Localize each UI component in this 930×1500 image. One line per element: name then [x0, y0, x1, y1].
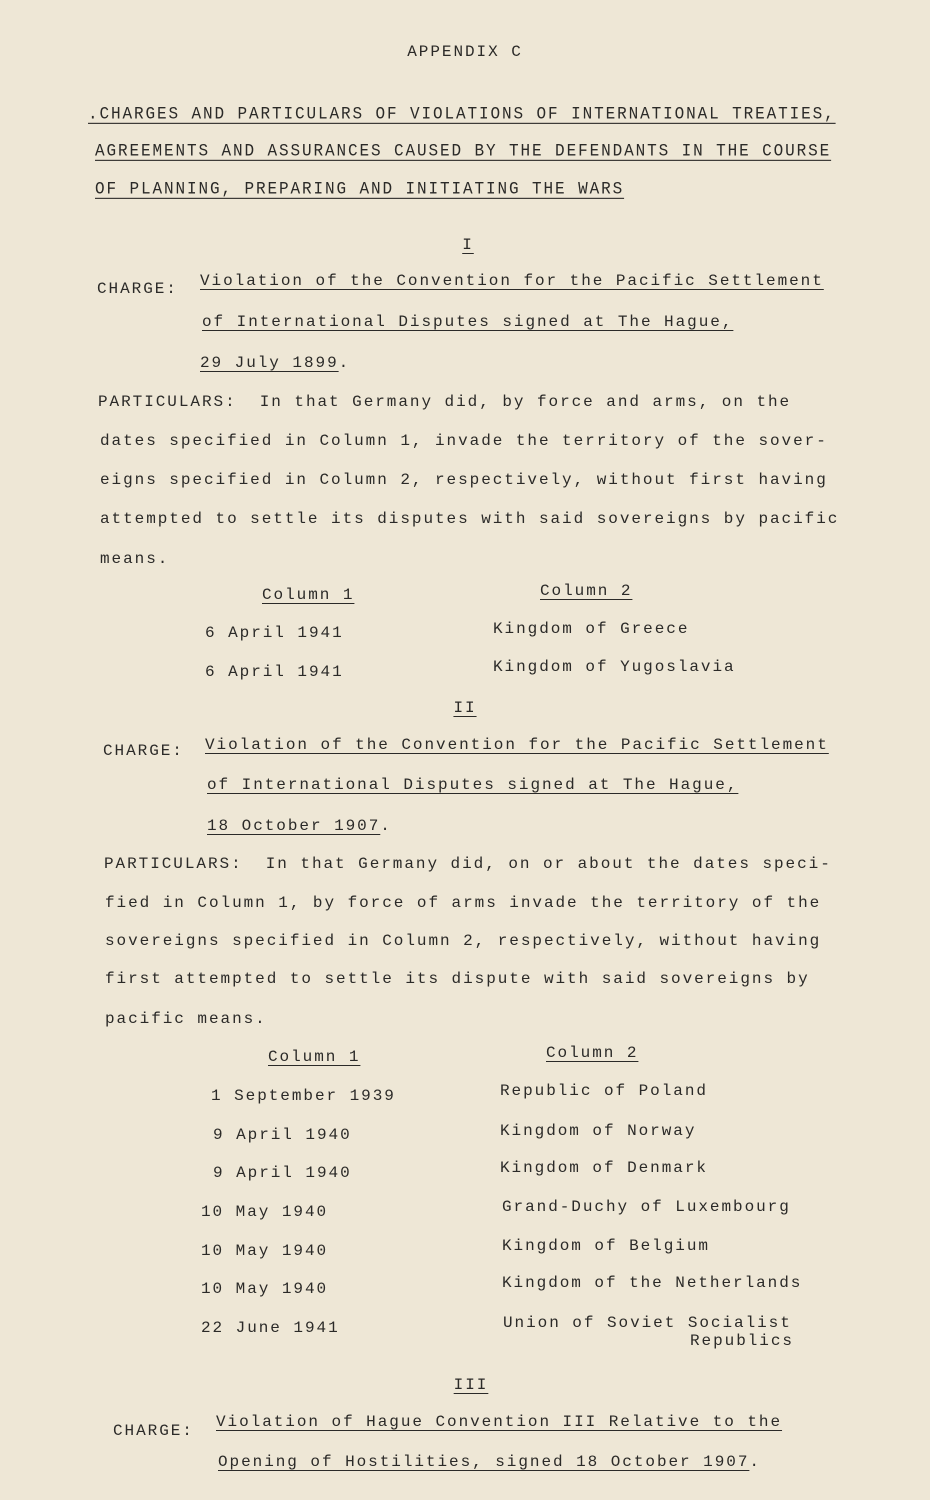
table-row-date: 10 May 1940 [201, 1280, 329, 1298]
charge-text: of International Disputes signed at The Hague, [202, 313, 734, 331]
table-row-date: 10 May 1940 [201, 1203, 329, 1221]
table-row-sovereign: Kingdom of Belgium [502, 1237, 710, 1255]
column-2-header: Column 2 [540, 582, 633, 600]
particulars-label: PARTICULARS: [104, 855, 243, 873]
table-row-sovereign-continued: Republics [690, 1332, 794, 1350]
document-title-line: OF PLANNING, PREPARING AND INITIATING THE WARS [95, 179, 625, 199]
table-row-sovereign: Kingdom of Denmark [500, 1159, 708, 1177]
particulars-line: eigns specified in Column 2, respectively, without first having [100, 471, 828, 489]
table-row-sovereign: Kingdom of Yugoslavia [493, 658, 736, 676]
column-1-header: Column 1 [268, 1048, 361, 1066]
charge-label: CHARGE: [103, 742, 184, 760]
charge-label: CHARGE: [97, 280, 178, 298]
charge-text: of International Disputes signed at The Hague, [207, 776, 739, 794]
particulars-line: attempted to settle its disputes with said sovereigns by pacific [100, 510, 840, 528]
charge-text: 18 October 1907. [207, 817, 392, 835]
section-numeral: I [462, 236, 474, 254]
document-title-line: .CHARGES AND PARTICULARS OF VIOLATIONS OF INTERNATIONAL TREATIES, [88, 104, 836, 124]
section-numeral: II [453, 699, 477, 717]
particulars-label: PARTICULARS: [98, 393, 237, 411]
charge-text: Violation of the Convention for the Pacific Settlement [200, 272, 824, 290]
column-1-header: Column 1 [262, 586, 355, 604]
charge-text: Violation of Hague Convention III Relative to the [216, 1413, 783, 1431]
table-row-sovereign: Kingdom of the Netherlands [502, 1274, 803, 1292]
table-row-date: 6 April 1941 [205, 624, 344, 642]
appendix-heading: APPENDIX C [407, 43, 523, 61]
table-row-date: 9 April 1940 [213, 1126, 352, 1144]
table-row-sovereign: Grand-Duchy of Luxembourg [502, 1198, 791, 1216]
particulars-paragraph: PARTICULARS: In that Germany did, on or about the dates speci- [104, 855, 832, 873]
particulars-paragraph: PARTICULARS: In that Germany did, by force and arms, on the [98, 393, 792, 411]
charge-text: Opening of Hostilities, signed 18 October 1907. [218, 1453, 761, 1471]
table-row-date: 10 May 1940 [201, 1242, 329, 1260]
table-row-date: 6 April 1941 [205, 663, 344, 681]
particulars-line: pacific means. [105, 1010, 267, 1028]
charge-text: 29 July 1899. [200, 354, 351, 372]
particulars-line: dates specified in Column 1, invade the territory of the sover- [100, 432, 828, 450]
table-row-date: 22 June 1941 [201, 1319, 340, 1337]
table-row-sovereign: Republic of Poland [500, 1082, 708, 1100]
table-row-sovereign: Union of Soviet Socialist [503, 1314, 792, 1332]
table-row-sovereign: Kingdom of Norway [500, 1122, 697, 1140]
table-row-sovereign: Kingdom of Greece [493, 620, 690, 638]
particulars-line: sovereigns specified in Column 2, respectively, without having [105, 932, 822, 950]
table-row-date: 1 September 1939 [211, 1087, 396, 1105]
column-2-header: Column 2 [546, 1044, 639, 1062]
charge-text: Violation of the Convention for the Pacific Settlement [205, 736, 829, 754]
document-title-line: AGREEMENTS AND ASSURANCES CAUSED BY THE DEFENDANTS IN THE COURSE [95, 141, 832, 161]
particulars-line: fied in Column 1, by force of arms invade the territory of the [105, 894, 822, 912]
charge-label: CHARGE: [113, 1422, 194, 1440]
particulars-line: means. [100, 550, 170, 568]
section-numeral: III [453, 1376, 489, 1394]
table-row-date: 9 April 1940 [213, 1164, 352, 1182]
particulars-line: first attempted to settle its dispute with said sovereigns by [105, 970, 810, 988]
